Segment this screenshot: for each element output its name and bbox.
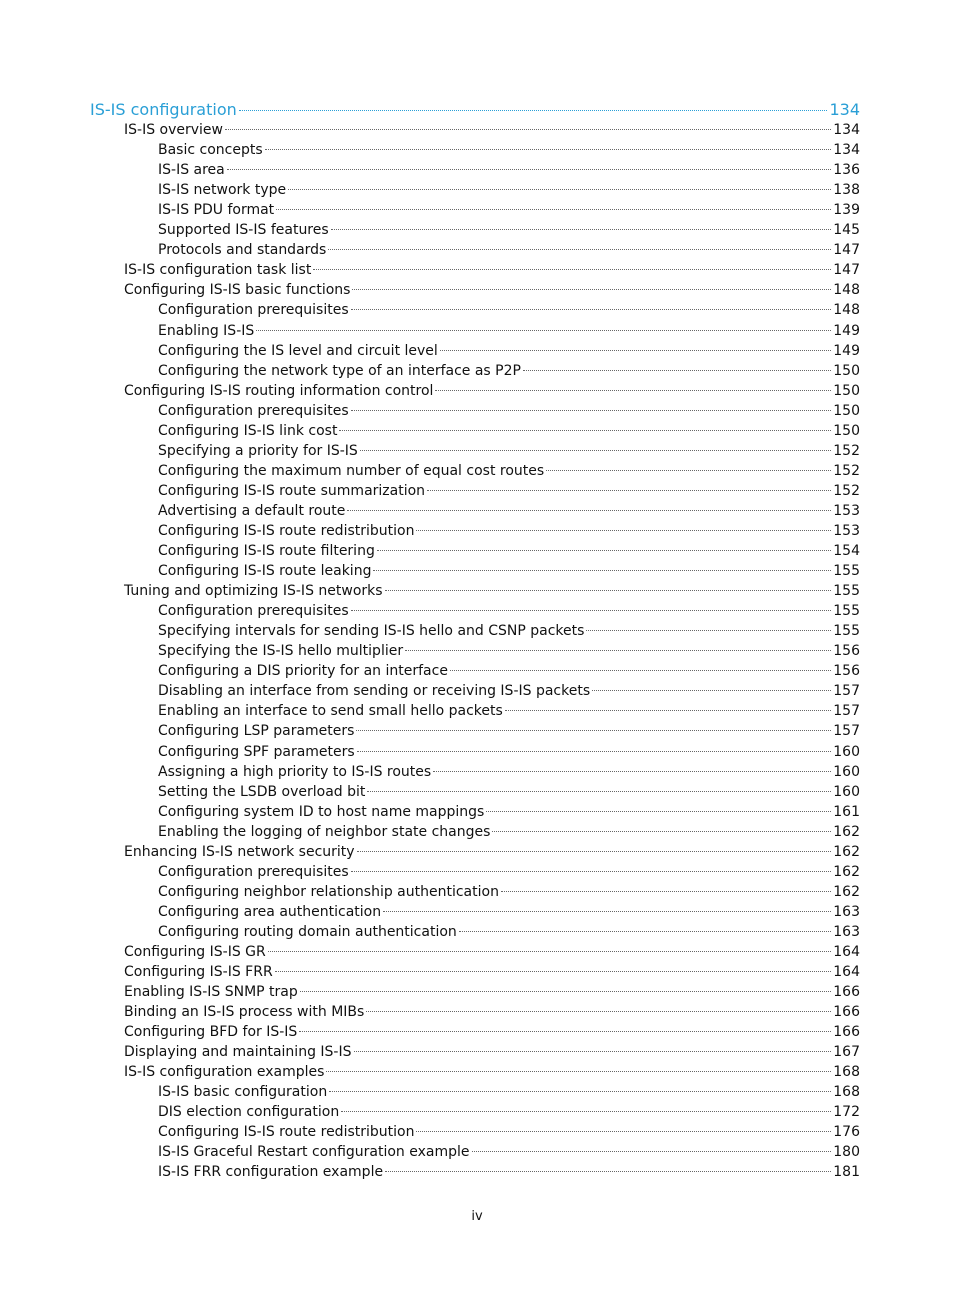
toc-entry[interactable] — [90, 140, 860, 160]
toc-entry-page: 166 — [833, 1004, 860, 1021]
dot-leader — [366, 1011, 831, 1012]
toc-entry-page: 168 — [833, 1064, 860, 1081]
toc-entry-title: Configuring routing domain authentication — [158, 923, 457, 940]
toc-entry[interactable] — [90, 321, 860, 341]
toc-entry[interactable] — [90, 1102, 860, 1122]
toc-entry-page: 150 — [833, 382, 860, 399]
toc-entry-title: Configuration prerequisites — [158, 302, 349, 319]
toc-entry-title: Configuring IS-IS link cost — [158, 422, 338, 439]
toc-entry-page: 162 — [833, 823, 860, 840]
toc-entry[interactable] — [90, 1002, 860, 1022]
toc-entry[interactable] — [90, 862, 860, 882]
toc-entry-page: 164 — [833, 964, 860, 981]
toc-entry[interactable] — [90, 982, 860, 1002]
toc-entry-page: 153 — [833, 502, 860, 519]
toc-entry-title: Specifying the IS-IS hello multiplier — [158, 643, 404, 660]
toc-entry-title: Configuring the network type of an interface as P2P — [158, 362, 521, 379]
toc-entry-page: 147 — [833, 242, 860, 259]
toc-entry-page: 168 — [833, 1084, 860, 1101]
dot-leader — [351, 871, 832, 872]
toc-entry[interactable] — [90, 1062, 860, 1082]
toc-entry[interactable] — [90, 1082, 860, 1102]
toc-entry[interactable] — [90, 822, 860, 842]
toc-entry-page: 157 — [833, 723, 860, 740]
toc-entry-title: Specifying a priority for IS-IS — [158, 442, 358, 459]
toc-entry[interactable] — [90, 902, 860, 922]
toc-entry-title: Configuring BFD for IS-IS — [124, 1024, 298, 1041]
toc-entry-page: 176 — [833, 1124, 860, 1141]
toc-entry-page: 147 — [833, 262, 860, 279]
toc-entry[interactable] — [90, 842, 860, 862]
dot-leader — [357, 751, 832, 752]
toc-entry[interactable] — [90, 1162, 860, 1182]
toc-entry-title: Configuring the IS level and circuit level — [158, 342, 438, 359]
toc-entry[interactable] — [90, 260, 860, 280]
toc-entry-title: Configuring IS-IS route filtering — [158, 543, 375, 560]
toc-entry-page: 150 — [833, 422, 860, 439]
toc-entry-page: 155 — [833, 583, 860, 600]
toc-entry-title: Setting the LSDB overload bit — [158, 783, 366, 800]
toc-entry-page: 152 — [833, 442, 860, 459]
toc-entry-page: 155 — [833, 603, 860, 620]
toc-entry-page: 148 — [833, 302, 860, 319]
toc-entry[interactable] — [90, 802, 860, 822]
toc-entry-title: IS-IS basic configuration — [158, 1084, 328, 1101]
toc-entry[interactable] — [90, 782, 860, 802]
toc-entry-title: Configuring IS-IS route summarization — [158, 482, 426, 499]
toc-entry[interactable] — [90, 401, 860, 421]
toc-entry[interactable] — [90, 120, 860, 140]
toc-entry-page: 153 — [833, 522, 860, 539]
toc-entry-title: Specifying intervals for sending IS-IS hello and CSNP packets — [158, 623, 585, 640]
toc-entry[interactable] — [90, 200, 860, 220]
toc-entry-title: Configuring system ID to host name mappings — [158, 803, 485, 820]
dot-leader — [339, 430, 831, 431]
toc-entry-page: 163 — [833, 903, 860, 920]
dot-leader — [351, 410, 832, 411]
toc-entry-page: 166 — [833, 1024, 860, 1041]
toc-entry-title: Enabling IS-IS SNMP trap — [124, 984, 298, 1001]
toc-entry-page: 155 — [833, 563, 860, 580]
dot-leader — [356, 730, 831, 731]
toc-entry-page: 150 — [833, 362, 860, 379]
toc-entry[interactable] — [90, 922, 860, 942]
toc-entry-title: Configuring IS-IS route redistribution — [158, 522, 415, 539]
toc-entry-title: IS-IS configuration task list — [124, 262, 312, 279]
dot-leader — [592, 690, 831, 691]
toc-entry[interactable] — [90, 461, 860, 481]
toc-entry-page: 148 — [833, 282, 860, 299]
toc-entry-page: 166 — [833, 984, 860, 1001]
toc-entry-page: 172 — [833, 1104, 860, 1121]
toc-entry-page: 164 — [833, 943, 860, 960]
dot-leader — [256, 330, 831, 331]
table-of-contents — [90, 100, 860, 1183]
toc-entry-title: Enabling IS-IS — [158, 322, 255, 339]
toc-entry-title: Configuring area authentication — [158, 903, 382, 920]
dot-leader — [300, 991, 832, 992]
toc-entry-page: 154 — [833, 543, 860, 560]
toc-entry[interactable] — [90, 521, 860, 541]
toc-entry-title: Displaying and maintaining IS-IS — [124, 1044, 352, 1061]
toc-entry-page: 136 — [833, 162, 860, 179]
dot-leader — [385, 1171, 831, 1172]
toc-entry-title: Tuning and optimizing IS-IS networks — [124, 583, 383, 600]
toc-entry-title: Disabling an interface from sending or receiving IS-IS packets — [158, 683, 591, 700]
dot-leader — [227, 169, 832, 170]
toc-entry-page: 134 — [829, 100, 860, 119]
dot-leader — [328, 249, 831, 250]
dot-leader — [347, 510, 831, 511]
toc-entry-page: 162 — [833, 863, 860, 880]
toc-entry[interactable] — [90, 341, 860, 361]
toc-entry-page: 160 — [833, 783, 860, 800]
dot-leader — [586, 630, 831, 631]
toc-entry[interactable] — [90, 882, 860, 902]
toc-entry-title: IS-IS configuration examples — [124, 1064, 325, 1081]
dot-leader — [472, 1151, 832, 1152]
toc-entry[interactable] — [90, 721, 860, 741]
toc-entry[interactable] — [90, 541, 860, 561]
dot-leader — [313, 269, 831, 270]
toc-entry-title: IS-IS FRR configuration example — [158, 1164, 384, 1181]
toc-entry[interactable] — [90, 762, 860, 782]
toc-entry-title: Configuring IS-IS routing information control — [124, 382, 434, 399]
toc-entry-title: Assigning a high priority to IS-IS routes — [158, 763, 432, 780]
toc-entry[interactable] — [90, 641, 860, 661]
dot-leader — [265, 149, 832, 150]
toc-entry-title: Configuring IS-IS basic functions — [124, 282, 351, 299]
toc-entry[interactable] — [90, 581, 860, 601]
dot-leader — [377, 550, 831, 551]
toc-entry-page: 134 — [833, 142, 860, 159]
toc-entry[interactable] — [90, 1042, 860, 1062]
dot-leader — [546, 470, 831, 471]
toc-entry-page: 161 — [833, 803, 860, 820]
dot-leader — [341, 1111, 831, 1112]
toc-entry[interactable] — [90, 441, 860, 461]
toc-entry-page: 156 — [833, 663, 860, 680]
toc-entry[interactable] — [90, 100, 860, 120]
toc-entry-page: 181 — [833, 1164, 860, 1181]
toc-entry-title: Configuring SPF parameters — [158, 743, 355, 760]
toc-entry-page: 163 — [833, 923, 860, 940]
toc-entry-title: Configuring IS-IS FRR — [124, 964, 273, 981]
toc-entry[interactable] — [90, 1022, 860, 1042]
dot-leader — [239, 110, 828, 111]
toc-entry-title: IS-IS network type — [158, 182, 287, 199]
toc-entry-page: 152 — [833, 482, 860, 499]
toc-entry[interactable] — [90, 621, 860, 641]
dot-leader — [351, 309, 832, 310]
toc-entry-page: 157 — [833, 683, 860, 700]
dot-leader — [405, 650, 831, 651]
toc-entry-page: 152 — [833, 462, 860, 479]
toc-entry-title: DIS election configuration — [158, 1104, 340, 1121]
dot-leader — [416, 1131, 831, 1132]
dot-leader — [354, 1051, 832, 1052]
dot-leader — [331, 229, 832, 230]
toc-entry-page: 149 — [833, 342, 860, 359]
dot-leader — [288, 189, 831, 190]
toc-entry-page: 157 — [833, 703, 860, 720]
dot-leader — [435, 390, 831, 391]
toc-entry[interactable] — [90, 1122, 860, 1142]
dot-leader — [352, 289, 831, 290]
toc-entry-page: 138 — [833, 182, 860, 199]
dot-leader — [299, 1031, 831, 1032]
dot-leader — [385, 590, 832, 591]
dot-leader — [505, 710, 831, 711]
toc-entry-title: Configuring LSP parameters — [158, 723, 355, 740]
toc-entry[interactable] — [90, 681, 860, 701]
toc-entry[interactable] — [90, 942, 860, 962]
toc-entry-page: 155 — [833, 623, 860, 640]
dot-leader — [373, 570, 831, 571]
toc-entry-title: IS-IS Graceful Restart configuration example — [158, 1144, 470, 1161]
dot-leader — [360, 450, 831, 451]
toc-entry[interactable] — [90, 300, 860, 320]
dot-leader — [276, 209, 831, 210]
toc-entry[interactable] — [90, 501, 860, 521]
dot-leader — [357, 851, 832, 852]
toc-entry[interactable] — [90, 180, 860, 200]
toc-entry-title: IS-IS PDU format — [158, 202, 275, 219]
dot-leader — [440, 350, 831, 351]
toc-entry[interactable] — [90, 701, 860, 721]
dot-leader — [523, 370, 831, 371]
toc-entry-title: Enhancing IS-IS network security — [124, 843, 355, 860]
toc-entry[interactable] — [90, 160, 860, 180]
toc-entry-title: Basic concepts — [158, 142, 263, 159]
toc-entry-title: Configuring the maximum number of equal cost routes — [158, 462, 545, 479]
dot-leader — [268, 951, 832, 952]
toc-entry-title: Supported IS-IS features — [158, 222, 329, 239]
toc-entry-page: 156 — [833, 643, 860, 660]
dot-leader — [326, 1071, 831, 1072]
toc-entry-page: 162 — [833, 843, 860, 860]
toc-entry-page: 160 — [833, 763, 860, 780]
toc-entry-title: Configuration prerequisites — [158, 402, 349, 419]
toc-entry[interactable] — [90, 421, 860, 441]
toc-entry-page: 149 — [833, 322, 860, 339]
dot-leader — [383, 911, 831, 912]
toc-entry-title: Configuring neighbor relationship authentication — [158, 883, 499, 900]
dot-leader — [416, 530, 831, 531]
toc-entry-title: Advertising a default route — [158, 502, 346, 519]
toc-entry[interactable] — [90, 361, 860, 381]
toc-entry-title: Protocols and standards — [158, 242, 327, 259]
toc-entry-title: IS-IS overview — [124, 122, 223, 139]
toc-entry-page: 167 — [833, 1044, 860, 1061]
toc-entry[interactable] — [90, 601, 860, 621]
toc-entry-title: IS-IS area — [158, 162, 225, 179]
toc-entry[interactable] — [90, 220, 860, 240]
dot-leader — [367, 791, 831, 792]
dot-leader — [329, 1091, 831, 1092]
dot-leader — [459, 931, 831, 932]
dot-leader — [433, 771, 831, 772]
toc-entry-title: Configuring IS-IS GR — [124, 943, 266, 960]
dot-leader — [351, 610, 832, 611]
dot-leader — [492, 831, 831, 832]
toc-entry-title: Enabling an interface to send small hello packets — [158, 703, 503, 720]
toc-entry[interactable] — [90, 661, 860, 681]
toc-entry[interactable] — [90, 1142, 860, 1162]
dot-leader — [225, 129, 831, 130]
toc-entry[interactable] — [90, 742, 860, 762]
toc-entry-page: 160 — [833, 743, 860, 760]
toc-entry[interactable] — [90, 561, 860, 581]
toc-entry-title: Configuration prerequisites — [158, 863, 349, 880]
toc-entry-title: Configuring a DIS priority for an interface — [158, 663, 448, 680]
toc-entry[interactable] — [90, 962, 860, 982]
dot-leader — [275, 971, 832, 972]
toc-entry-title: Binding an IS-IS process with MIBs — [124, 1004, 365, 1021]
dot-leader — [450, 670, 831, 671]
toc-entry-page: 180 — [833, 1144, 860, 1161]
toc-entry-title: Enabling the logging of neighbor state changes — [158, 823, 491, 840]
toc-entry[interactable] — [90, 381, 860, 401]
toc-entry-page: 145 — [833, 222, 860, 239]
dot-leader — [486, 811, 831, 812]
toc-entry-page: 134 — [833, 122, 860, 139]
toc-entry[interactable] — [90, 240, 860, 260]
toc-entry-title: IS-IS configuration — [90, 100, 237, 119]
dot-leader — [501, 891, 831, 892]
toc-entry-title: Configuration prerequisites — [158, 603, 349, 620]
dot-leader — [427, 490, 831, 491]
toc-entry[interactable] — [90, 481, 860, 501]
toc-entry-page: 150 — [833, 402, 860, 419]
toc-entry-title: Configuring IS-IS route redistribution — [158, 1124, 415, 1141]
page-number: iv — [471, 1209, 483, 1224]
toc-entry-page: 162 — [833, 883, 860, 900]
toc-entry[interactable] — [90, 280, 860, 300]
toc-entry-page: 139 — [833, 202, 860, 219]
toc-entry-title: Configuring IS-IS route leaking — [158, 563, 372, 580]
